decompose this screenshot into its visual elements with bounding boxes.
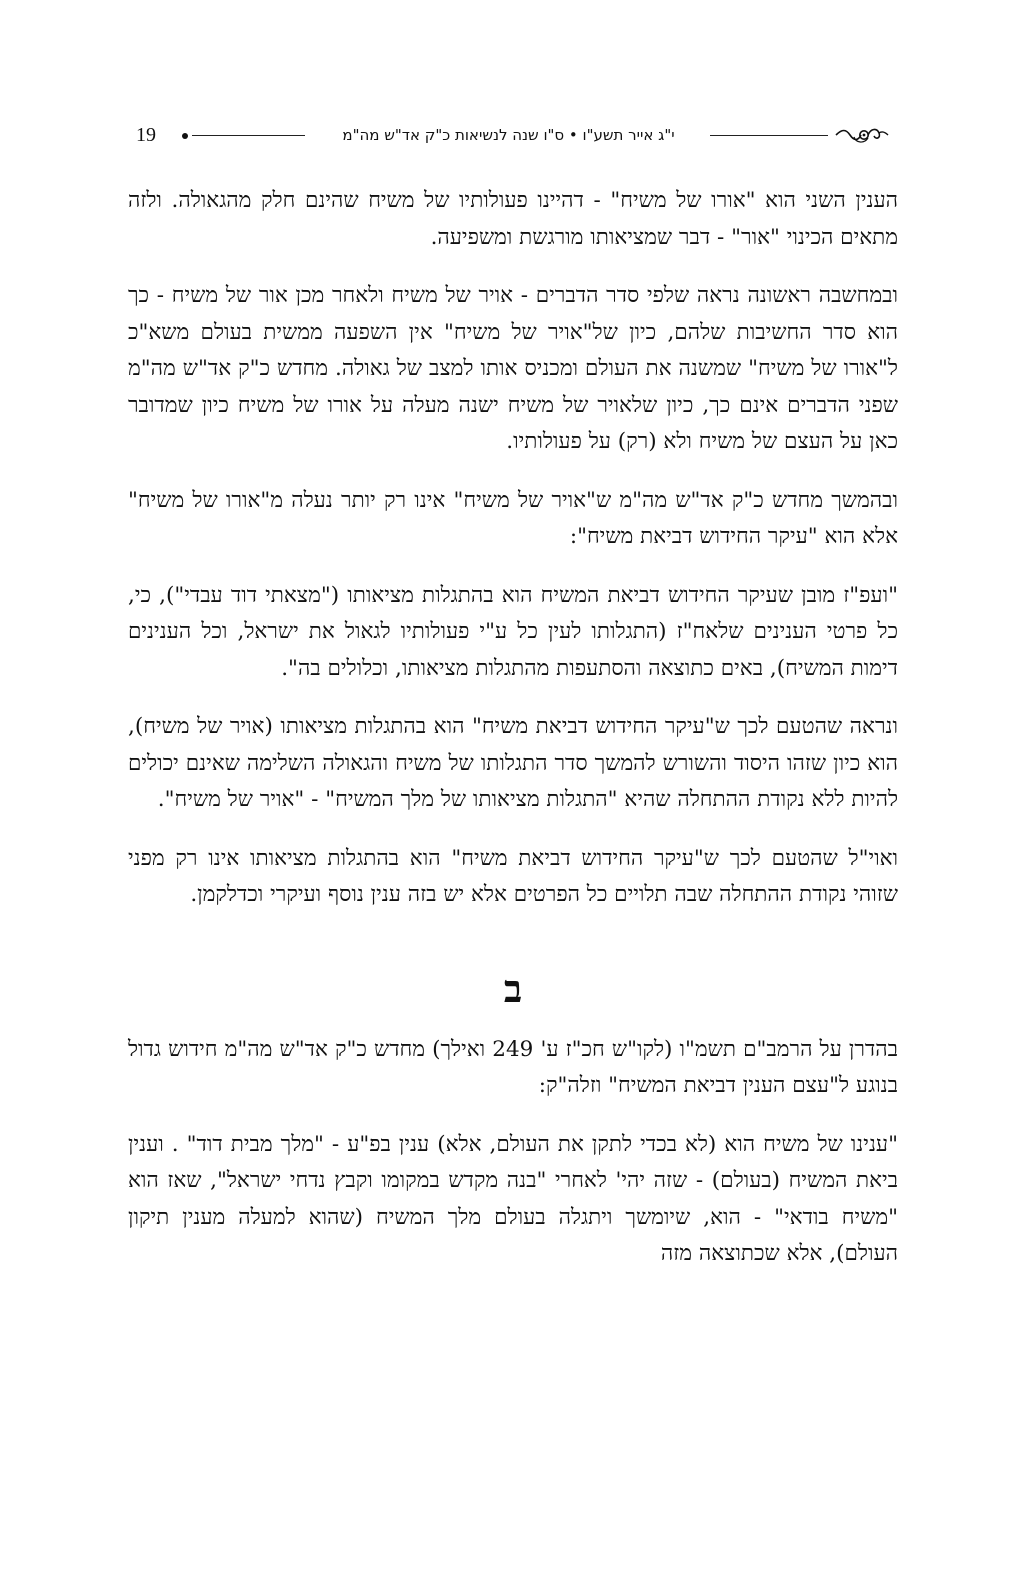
paragraph: ונראה שהטעם לכך ש"עיקר החידוש דביאת משיח" הוא בהתגלות מציאותו (אויר של משיח), הוא כיון שזהו היסוד והשורש להמשך סדר התגלותו של משיח והגאולה השלימה שאינם יכולים להיות ללא נקודת ההתחלה שהיא "התגלות מציאותו של מלך המשיח" - "אויר של משיח". — [128, 714, 898, 812]
main-text — [128, 183, 898, 1295]
paragraph: הענין השני הוא "אורו של משיח" - דהיינו פעולותיו של משיח שהינם חלק מהגאולה. ולזה מתאים הכינוי "אור" - דבר שמציאותו מורגשת ומשפיעה. — [128, 188, 898, 250]
header-bullet — [182, 133, 188, 139]
running-title: י"ג אייר תשע"ו • ס"ו שנה לנשיאות כ"ק אד"ש מה"מ — [342, 126, 675, 144]
paragraph: ובהמשך מחדש כ"ק אד"ש מה"מ ש"אויר של משיח" אינו רק יותר נעלה מ"אורו של משיח" אלא הוא "עיקר החידוש דביאת משיח": — [128, 487, 898, 549]
paragraph: ובמחשבה ראשונה נראה שלפי סדר הדברים - אויר של משיח ולאחר מכן אור של משיח - כך הוא סדר החשיבות שלהם, כיון של"אויר של משיח" אין השפעה ממשית בעולם משא"כ ל"אורו של משיח" שמשנה את העולם ומכניס אותו למצב של גאולה. מחדש כ"ק אד"ש מה"מ שפני הדברים אינם כך, כיון שלאויר של משיח ישנה מעלה על אורו של משיח כיון שמדובר כאן על העצם של משיח ולא (רק) על פעולותיו. — [128, 283, 898, 454]
paragraph: בהדרן על הרמב"ם תשמ"ו (לקו"ש חכ"ז ע' 249 ואילך) מחדש כ"ק אד"ש מה"מ חידוש גדול בנוגע ל"עצם הענין דביאת המשיח" וזלה"ק: — [128, 1036, 898, 1098]
ornament-icon — [834, 124, 890, 146]
paragraph: "ועפ"ז מובן שעיקר החידוש דביאת המשיח הוא בהתגלות מציאותו ("מצאתי דוד עבדי"), כי, כל פרטי הענינים שלאח"ז (התגלותו לעין כל ע"י פעולותיו לגאול את ישראל, וכל הענינים דימות המשיח), באים כתוצאה והסתעפות מהתגלות מציאותו, וכלולים בה". — [128, 582, 898, 681]
section-heading: ב — [503, 965, 523, 1011]
header-rule-right — [710, 135, 828, 136]
running-header — [128, 120, 896, 150]
header-rule-left — [192, 135, 305, 136]
page-number: 19 — [136, 124, 156, 146]
paragraph: "ענינו של משיח הוא (לא בכדי לתקן את העולם, אלא) ענין בפ"ע - "מלך מבית דוד" . וענין ביאת המשיח (בעולם) - שזה יהי' לאחרי "בנה מקדש במקומו וקבץ נדחי ישראל", שאז הוא "משיח בודאי" - הוא, שיומשך ויתגלה בעולם מלך המשיח (שהוא למעלה מענין תיקון העולם), אלא שכתוצאה מזה — [128, 1131, 898, 1266]
paragraph: ואוי"ל שהטעם לכך ש"עיקר החידוש דביאת משיח" הוא בהתגלות מציאותו אינו רק מפני שזוהי נקודת ההתחלה שבה תלויים כל הפרטים אלא יש בזה ענין נוסף ועיקרי וכדלקמן. — [128, 845, 898, 907]
